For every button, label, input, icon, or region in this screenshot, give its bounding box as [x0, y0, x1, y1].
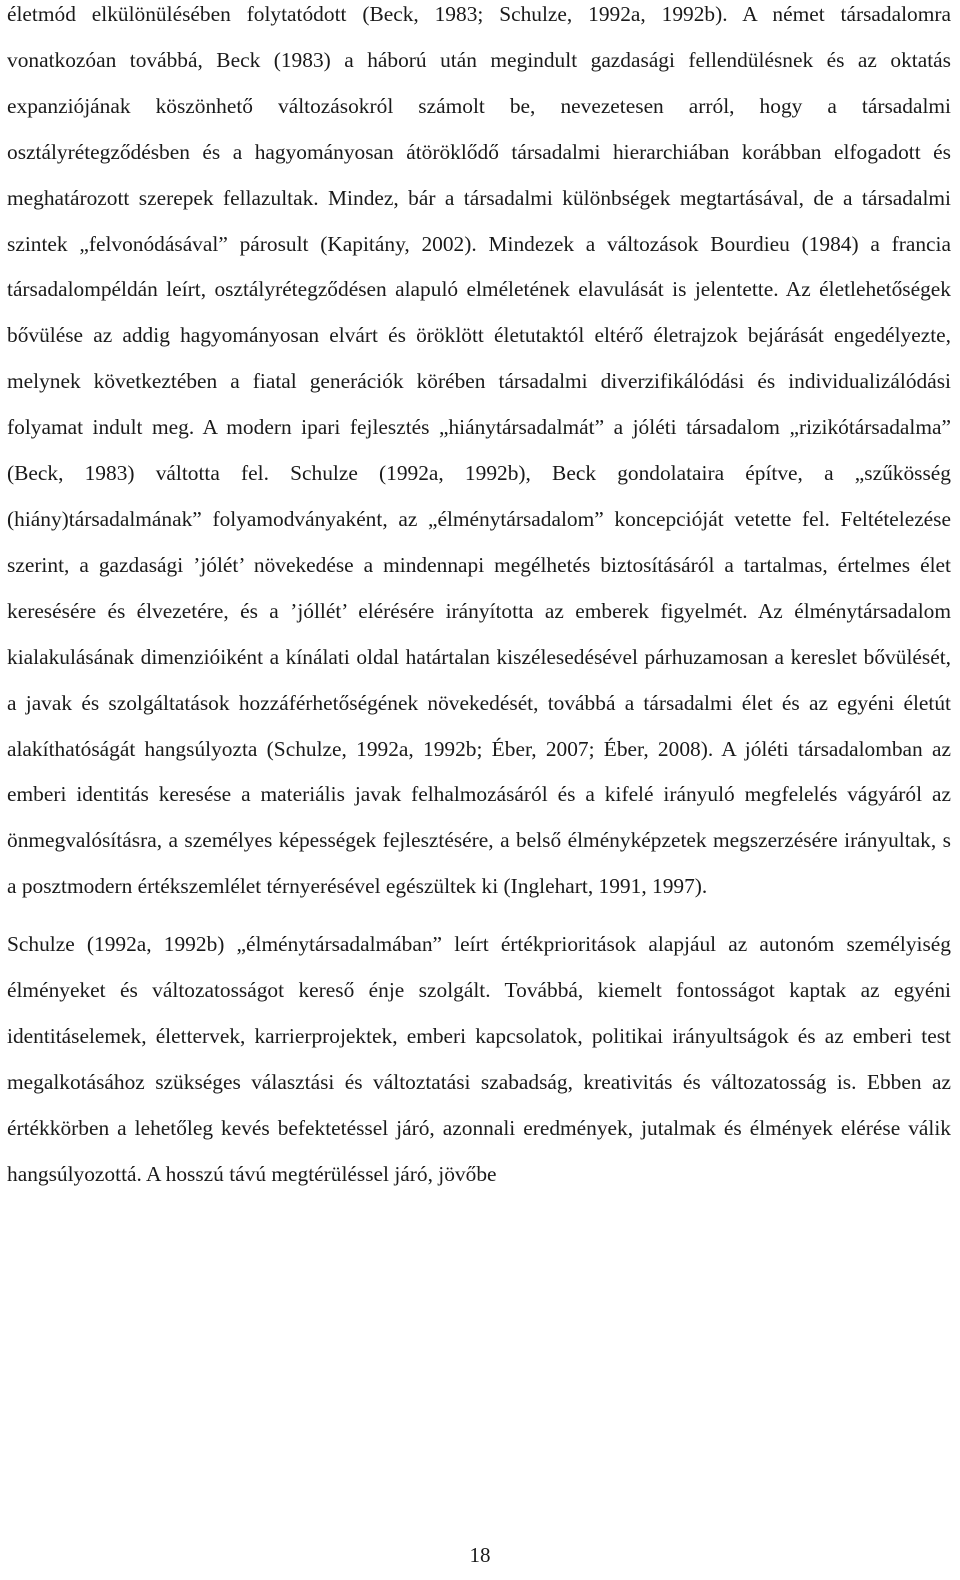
page-number: 18: [469, 1543, 491, 1567]
body-paragraph-1: életmód elkülönülésében folytatódott (Beck, 1983; Schulze, 1992a, 1992b). A német társadalomra vonatkozóan továbbá, Beck (1983) a háború után megindult gazdasági fellendülésnek és az oktatás expanziójának köszönhető változásokról számolt be, nevezetesen arról, hogy a társadalmi osztályrétegződésben és a hagyományosan átöröklődő társadalmi hierarchiában korábban elfogadott és meghatározott szerepek fellazultak. Mindez, bár a társadalmi különbségek megtartásával, de a társadalmi szintek „felvonódásával” párosult (Kapitány, 2002). Mindezek a változások Bourdieu (1984) a francia társadalompéldán leírt, osztályrétegződésen alapuló elméletének elavulását is jelentette. Az életlehetőségek bővülése az addig hagyományosan elvárt és öröklött életutaktól eltérő életrajzok bejárását engedélyezte, melynek következtében a fiatal generációk körében társadalmi diverzifikálódási és individualizálódási folyamat indult meg. A modern ipari fejlesztés „hiánytársadalmát” a jóléti társadalom „rizikótársadalma” (Beck, 1983) váltotta fel. Schulze (1992a, 1992b), Beck gondolataira építve, a „szűkösség (hiány)társadalmának” folyamodványaként, az „élménytársadalom” koncepcióját vetette fel. Feltételezése szerint, a gazdasági ’jólét’ növekedése a mindennapi megélhetés biztosításáról a tartalmas, értelmes élet keresésére és élvezetére, és a ’jóllét’ elérésére irányította az emberek figyelmét. Az élménytársadalom kialakulásának dimenzióiként a kínálati oldal határtalan kiszélesedésével párhuzamosan a kereslet bővülését, a javak és szolgáltatások hozzáférhetőségének növekedését, továbbá a társadalmi élet és az egyéni életút alakíthatóságát hangsúlyozta (Schulze, 1992a, 1992b; Éber, 2007; Éber, 2008). A jóléti társadalomban az emberi identitás keresése a materiális javak felhalmozásáról és a kifelé irányuló megfelelés vágyáról az önmegvalósításra, a személyes képességek fejlesztésére, a belső élményképzetek megszerzésére irányultak, s a posztmodern értékszemlélet térnyerésével egészültek ki (Inglehart, 1991, 1997).: [7, 2, 951, 899]
document-page: [7, 0, 951, 1198]
body-paragraph-2: Schulze (1992a, 1992b) „élménytársadalmában” leírt értékprioritások alapjául az autonóm személyiség élményeket és változatosságot kereső énje szolgált. Továbbá, kiemelt fontosságot kaptak az egyéni identitáselemek, élettervek, karrierprojektek, emberi kapcsolatok, politikai irányultságok és az emberi test megalkotásához szükséges választási és változtatási szabadság, kreativitás és változatosság is. Ebben az értékkörben a lehetőleg kevés befektetéssel járó, azonnali eredmények, jutalmak és élmények elérése válik hangsúlyozottá. A hosszú távú megtérüléssel járó, jövőbe: [7, 932, 951, 1186]
